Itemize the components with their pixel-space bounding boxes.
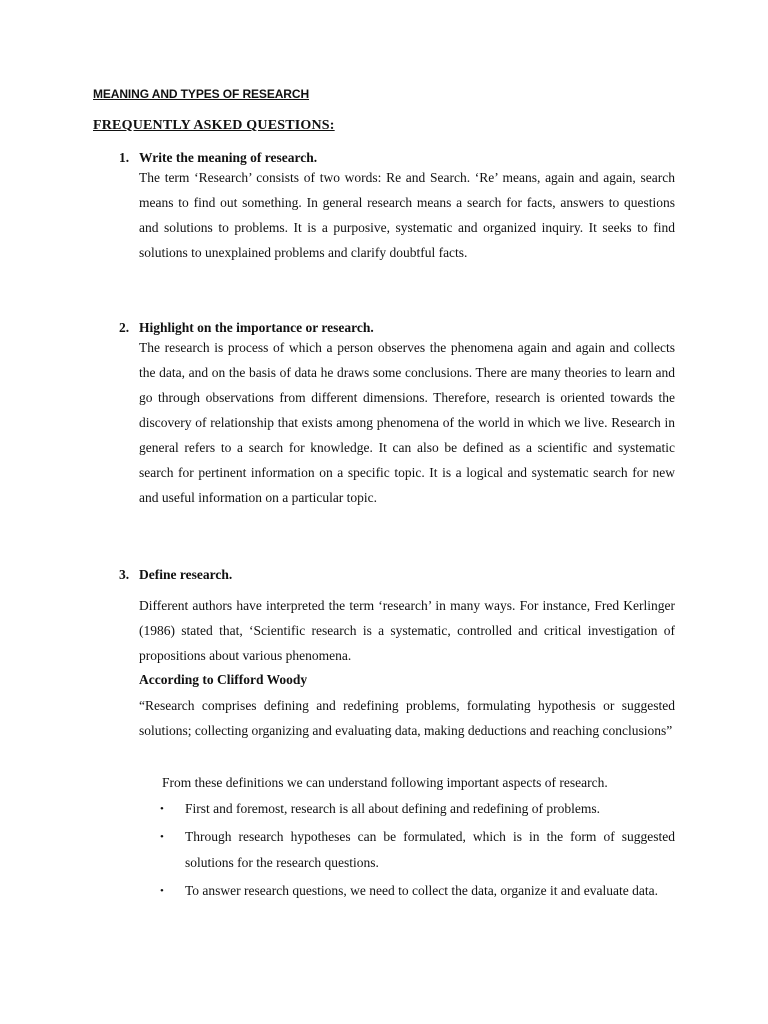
question-1-title: Write the meaning of research. (139, 150, 318, 165)
question-1-number: 1. (119, 150, 130, 165)
aspect-text: Through research hypotheses can be formulated, which is in the form of suggested solutions for the research questions. (185, 829, 675, 870)
question-3-title: Define research. (139, 567, 233, 582)
list-item (139, 878, 675, 904)
document-title: MEANING AND TYPES OF RESEARCH (93, 87, 310, 101)
question-2-number: 2. (119, 320, 130, 335)
question-3-intro: Different authors have interpreted the term ‘research’ in many ways. For instance, Fred Kerlinger (1986) stated that, ‘Scientific research is a systematic, controlled and critical investigation of propositions about various phenomena. (139, 598, 675, 663)
aspects-intro: From these definitions we can understand following important aspects of research. (162, 775, 608, 790)
aspect-text: First and foremost, research is all about defining and redefining of problems. (185, 801, 601, 816)
question-3-number: 3. (119, 567, 130, 582)
clifford-woody-quote: “Research comprises defining and redefining problems, formulating hypothesis or suggested solutions; collecting organizing and evaluating data, making deductions and reaching conclusions” (139, 698, 675, 738)
bullet-icon: • (160, 803, 164, 815)
question-1-answer: The term ‘Research’ consists of two words: Re and Search. ‘Re’ means, again and again, search means to find out something. In general research means a search for facts, answers to questions and solutions to problems. It is a purposive, systematic and organized inquiry. It seeks to find solutions to unexplained problems and clarify doubtful facts. (139, 170, 675, 260)
question-2-title: Highlight on the importance or research. (139, 320, 374, 335)
aspects-list (139, 796, 675, 906)
faq-heading: FREQUENTLY ASKED QUESTIONS: (93, 118, 335, 133)
clifford-woody-heading: According to Clifford Woody (139, 672, 308, 687)
bullet-icon: • (160, 831, 164, 843)
list-item (139, 824, 675, 876)
bullet-icon: • (160, 885, 164, 897)
question-2-answer: The research is process of which a person observes the phenomena again and again and collects the data, and on the basis of data he draws some conclusions. There are many theories to learn and go through observations from different dimensions. Therefore, research is oriented towards the discovery of relationship that exists among phenomena of the world in which we live. Research in general refers to a search for knowledge. It can also be defined as a scientific and systematic search for pertinent information on a specific topic. It is a logical and systematic search for new and useful information on a particular topic. (139, 340, 675, 505)
list-item (139, 796, 675, 822)
aspect-text: To answer research questions, we need to collect the data, organize it and evaluate data. (185, 883, 658, 898)
